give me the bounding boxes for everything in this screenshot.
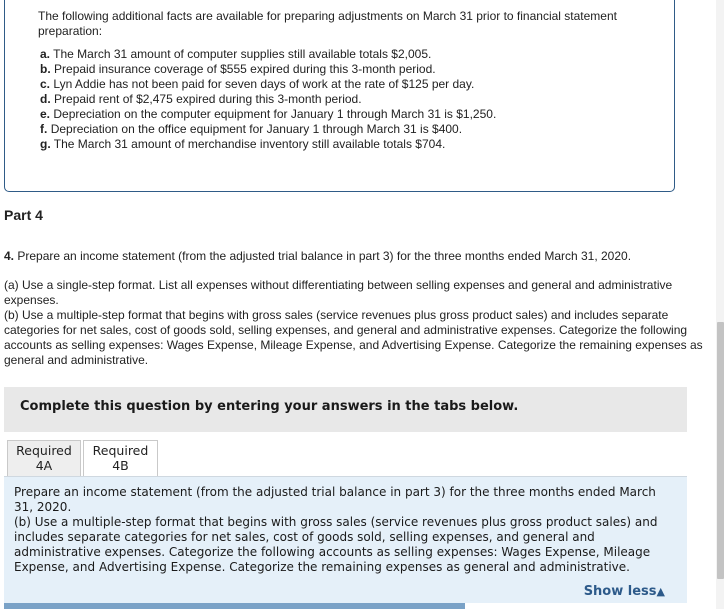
scrollbar-thumb[interactable]	[717, 322, 724, 579]
tab-required-4a[interactable]: Required 4A	[7, 440, 81, 476]
tab-required-4b[interactable]: Required 4B	[83, 440, 158, 477]
triangle-up-icon: ▲	[656, 585, 665, 598]
question-main: 4. Prepare an income statement (from the adjusted trial balance in part 3) for the three months ended March 31, 2020.	[4, 249, 632, 263]
question-text	[4, 249, 712, 368]
answer-area-header	[4, 603, 465, 609]
facts-list	[38, 47, 674, 152]
facts-box	[4, 0, 675, 192]
list-item: g. The March 31 amount of merchandise inventory still available totals $704.	[40, 137, 446, 151]
part-title: Part 4	[4, 207, 43, 223]
panel-text-main: Prepare an income statement (from the adjusted trial balance in part 3) for the three months ended March 31, 2020.	[14, 485, 656, 514]
list-item: b. Prepaid insurance coverage of $555 expired during this 3-month period.	[40, 62, 436, 76]
panel-text-b: (b) Use a multiple-step format that begins with gross sales (service revenues plus gross product sales) and includes separate categories for net sales, cost of goods sold, selling expenses, and general and administrative expenses. Categorize the following accounts as selling expenses: Wages Expense, Mileage Expense, and Advertising Expense. Categorize the remaining expenses as general and administrative.	[14, 515, 658, 574]
tab-panel	[4, 476, 687, 603]
show-less-button[interactable]: Show less▲	[583, 584, 665, 599]
question-part-b: (b) Use a multiple-step format that begins with gross sales (service revenues plus gross product sales) and includes separate categories for net sales, cost of goods sold, selling expenses, and general and administrative expenses. Categorize the following accounts as selling expenses: Wages Expense, Mileage Expense, and Advertising Expense. Categorize the remaining expenses as general and administrative.	[4, 308, 703, 367]
question-part-a: (a) Use a single-step format. List all expenses without differentiating between selling expenses and general and administrative expenses.	[4, 278, 673, 307]
list-item: c. Lyn Addie has not been paid for seven days of work at the rate of $125 per day.	[40, 77, 475, 91]
list-item: d. Prepaid rent of $2,475 expired during this 3-month period.	[40, 92, 362, 106]
list-item: a. The March 31 amount of computer supplies still available totals $2,005.	[40, 47, 432, 61]
instructions-bar: Complete this question by entering your answers in the tabs below.	[4, 387, 687, 432]
list-item: f. Depreciation on the office equipment for January 1 through March 31 is $400.	[40, 122, 463, 136]
list-item: e. Depreciation on the computer equipment for January 1 through March 31 is $1,250.	[40, 107, 497, 121]
facts-intro: The following additional facts are available for preparing adjustments on March 31 prior to financial statement preparation:	[38, 9, 617, 38]
